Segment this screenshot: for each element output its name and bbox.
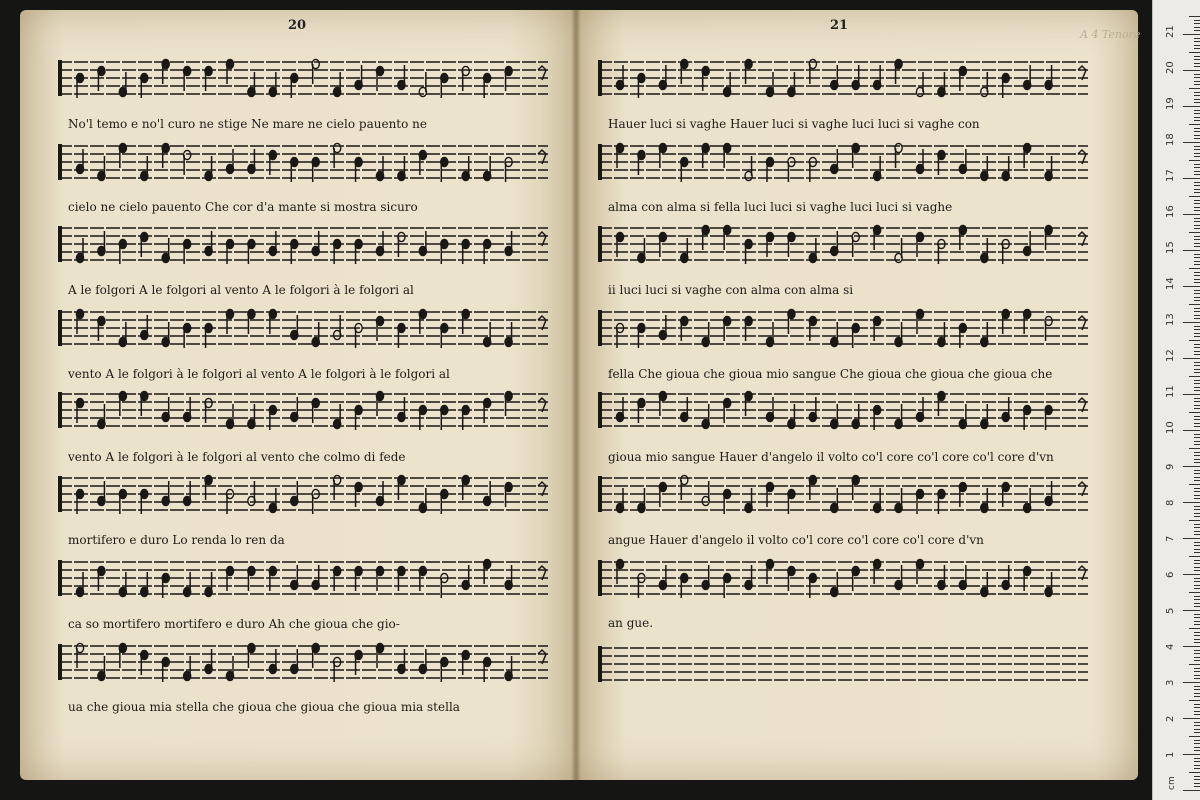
- music-staff: [58, 472, 548, 516]
- ruler-label: 5: [1165, 607, 1176, 614]
- ruler-tick: [1194, 200, 1200, 201]
- ruler-tick: [1194, 657, 1200, 658]
- ruler-tick: [1194, 221, 1200, 222]
- ruler-tick: [1194, 671, 1200, 672]
- ruler-tick: [1189, 52, 1200, 53]
- ruler-tick: [1194, 473, 1200, 474]
- ruler-tick: [1194, 110, 1200, 111]
- ruler-tick: [1194, 218, 1200, 219]
- music-staff: [598, 472, 1088, 516]
- ruler-tick: [1194, 189, 1200, 190]
- ruler-tick: [1194, 768, 1200, 769]
- lyric-line: Hauer luci si vaghe Hauer luci si vaghe luci luci si vaghe con: [608, 117, 980, 131]
- ruler-tick: [1194, 563, 1200, 564]
- ruler-tick: [1189, 772, 1200, 773]
- ruler-tick: [1194, 506, 1200, 507]
- ruler-tick: [1194, 524, 1200, 525]
- ruler-tick: [1194, 297, 1200, 298]
- ruler-tick: [1194, 275, 1200, 276]
- ruler-tick: [1194, 693, 1200, 694]
- ruler-tick: [1194, 30, 1200, 31]
- ruler-tick: [1194, 498, 1200, 499]
- ruler-tick: [1194, 567, 1200, 568]
- ruler-tick: [1194, 516, 1200, 517]
- ruler-tick: [1194, 765, 1200, 766]
- ruler-tick: [1194, 315, 1200, 316]
- ruler-tick: [1183, 106, 1200, 107]
- ruler-tick: [1194, 138, 1200, 139]
- ruler-tick: [1194, 761, 1200, 762]
- ruler-tick: [1183, 70, 1200, 71]
- ruler-tick: [1194, 678, 1200, 679]
- ruler-tick: [1194, 743, 1200, 744]
- ruler-tick: [1189, 304, 1200, 305]
- ruler-tick: [1194, 254, 1200, 255]
- ruler-label: 9: [1165, 463, 1176, 470]
- ruler-tick: [1194, 549, 1200, 550]
- ruler-tick: [1189, 484, 1200, 485]
- ruler-tick: [1194, 459, 1200, 460]
- ruler-tick: [1194, 455, 1200, 456]
- ruler-tick: [1194, 38, 1200, 39]
- ruler-tick: [1183, 250, 1200, 251]
- ruler-tick: [1194, 336, 1200, 337]
- ruler-tick: [1194, 491, 1200, 492]
- ruler-label: 13: [1165, 313, 1176, 326]
- ruler-tick: [1194, 452, 1200, 453]
- ruler-label: 1: [1165, 751, 1176, 758]
- measuring-ruler: [1152, 0, 1200, 800]
- ruler-tick: [1194, 740, 1200, 741]
- ruler-tick: [1194, 390, 1200, 391]
- page-number-right: 21: [830, 18, 849, 33]
- ruler-tick: [1194, 279, 1200, 280]
- ruler-tick: [1183, 574, 1200, 575]
- music-staff: [598, 140, 1088, 184]
- ruler-label: 4: [1165, 643, 1176, 650]
- ruler-label: 15: [1165, 241, 1176, 254]
- ruler-tick: [1194, 635, 1200, 636]
- ruler-tick: [1189, 268, 1200, 269]
- ruler-tick: [1194, 354, 1200, 355]
- ruler-tick: [1194, 552, 1200, 553]
- ruler-tick: [1194, 102, 1200, 103]
- ruler-tick: [1183, 394, 1200, 395]
- ruler-tick: [1194, 581, 1200, 582]
- ruler-tick: [1194, 542, 1200, 543]
- ruler-tick: [1183, 790, 1200, 791]
- open-book: [20, 10, 1150, 780]
- ruler-tick: [1194, 365, 1200, 366]
- ruler-tick: [1189, 736, 1200, 737]
- ruler-tick: [1194, 617, 1200, 618]
- ruler-tick: [1183, 502, 1200, 503]
- music-staff: [598, 56, 1088, 100]
- ruler-tick: [1194, 77, 1200, 78]
- ruler-tick: [1194, 207, 1200, 208]
- ruler-tick: [1194, 81, 1200, 82]
- music-staff: [58, 56, 548, 100]
- ruler-tick: [1194, 509, 1200, 510]
- ruler-tick: [1194, 117, 1200, 118]
- ruler-tick: [1194, 758, 1200, 759]
- ruler-tick: [1194, 621, 1200, 622]
- ruler-tick: [1194, 639, 1200, 640]
- ruler-tick: [1194, 174, 1200, 175]
- ruler-tick: [1183, 286, 1200, 287]
- ruler-label: 18: [1165, 133, 1176, 146]
- ruler-tick: [1194, 74, 1200, 75]
- ruler-label: 12: [1165, 349, 1176, 362]
- ruler-tick: [1194, 606, 1200, 607]
- music-staff: [58, 388, 548, 432]
- ruler-tick: [1194, 776, 1200, 777]
- ruler-tick: [1189, 412, 1200, 413]
- lyric-line: A le folgori A le folgori al vento A le folgori à le folgori al: [68, 283, 414, 297]
- ruler-label: 10: [1165, 421, 1176, 434]
- ruler-tick: [1194, 495, 1200, 496]
- ruler-tick: [1183, 34, 1200, 35]
- right-page: [576, 10, 1141, 780]
- ruler-tick: [1194, 729, 1200, 730]
- ruler-tick: [1194, 23, 1200, 24]
- ruler-tick: [1183, 430, 1200, 431]
- ruler-tick: [1194, 333, 1200, 334]
- ruler-tick: [1194, 599, 1200, 600]
- ruler-label: 7: [1165, 535, 1176, 542]
- ruler-label: 14: [1165, 277, 1176, 290]
- ruler-label: 8: [1165, 499, 1176, 506]
- ruler-tick: [1194, 747, 1200, 748]
- page-number-left: 20: [288, 18, 307, 33]
- ruler-tick: [1183, 718, 1200, 719]
- ruler-tick: [1189, 232, 1200, 233]
- ruler-tick: [1194, 45, 1200, 46]
- music-staff: [598, 388, 1088, 432]
- ruler-tick: [1183, 754, 1200, 755]
- ruler-label: 21: [1165, 25, 1176, 38]
- ruler-label: 11: [1165, 385, 1176, 398]
- ruler-tick: [1194, 20, 1200, 21]
- ruler-tick: [1194, 383, 1200, 384]
- ruler-tick: [1194, 192, 1200, 193]
- music-staff: [58, 306, 548, 350]
- left-page: [20, 10, 576, 780]
- ruler-tick: [1189, 124, 1200, 125]
- ruler-tick: [1194, 293, 1200, 294]
- ruler-tick: [1194, 704, 1200, 705]
- ruler-tick: [1194, 614, 1200, 615]
- ruler-tick: [1194, 650, 1200, 651]
- ruler-tick: [1194, 434, 1200, 435]
- ruler-tick: [1194, 470, 1200, 471]
- ruler-tick: [1194, 228, 1200, 229]
- music-staff: [58, 222, 548, 266]
- music-staff: [598, 222, 1088, 266]
- ruler-label: 3: [1165, 679, 1176, 686]
- lyric-line: gioua mio sangue Hauer d'angelo il volto co'l core co'l core co'l core d'vn: [608, 450, 1054, 464]
- ruler-tick: [1194, 570, 1200, 571]
- ruler-tick: [1194, 423, 1200, 424]
- ruler-tick: [1194, 27, 1200, 28]
- ruler-tick: [1194, 63, 1200, 64]
- ruler-tick: [1194, 444, 1200, 445]
- ruler-tick: [1183, 142, 1200, 143]
- ruler-tick: [1194, 689, 1200, 690]
- ruler-tick: [1194, 149, 1200, 150]
- ruler-tick: [1194, 531, 1200, 532]
- ruler-tick: [1194, 585, 1200, 586]
- ruler-tick: [1194, 596, 1200, 597]
- ruler-tick: [1194, 344, 1200, 345]
- ruler-tick: [1194, 783, 1200, 784]
- ruler-tick: [1194, 135, 1200, 136]
- ruler-tick: [1194, 711, 1200, 712]
- music-staff: [598, 556, 1088, 600]
- ruler-tick: [1194, 95, 1200, 96]
- ruler-tick: [1194, 48, 1200, 49]
- ruler-tick: [1194, 632, 1200, 633]
- music-staff: [58, 140, 548, 184]
- ruler-tick: [1194, 362, 1200, 363]
- blank-music-staff: [598, 642, 1088, 686]
- lyric-line: ii luci luci si vaghe con alma con alma si: [608, 283, 854, 297]
- ruler-tick: [1194, 128, 1200, 129]
- ruler-tick: [1194, 714, 1200, 715]
- ruler-label: 6: [1165, 571, 1176, 578]
- ruler-tick: [1183, 214, 1200, 215]
- lyric-line: vento A le folgori à le folgori al vento A le folgori à le folgori al: [68, 367, 450, 381]
- ruler-tick: [1194, 380, 1200, 381]
- ruler-tick: [1194, 398, 1200, 399]
- ruler-tick: [1194, 462, 1200, 463]
- ruler-tick: [1189, 376, 1200, 377]
- ruler-tick: [1194, 225, 1200, 226]
- ruler-tick: [1194, 300, 1200, 301]
- ruler-tick: [1194, 786, 1200, 787]
- ruler-tick: [1194, 246, 1200, 247]
- ruler-tick: [1194, 488, 1200, 489]
- ruler-tick: [1194, 534, 1200, 535]
- ruler-tick: [1194, 84, 1200, 85]
- book-gutter: [571, 10, 581, 780]
- ruler-tick: [1194, 419, 1200, 420]
- ruler-tick: [1189, 88, 1200, 89]
- lyric-line: an gue.: [608, 616, 654, 630]
- lyric-line: angue Hauer d'angelo il volto co'l core co'l core co'l core d'vn: [608, 533, 984, 547]
- ruler-tick: [1194, 668, 1200, 669]
- ruler-tick: [1189, 340, 1200, 341]
- ruler-tick: [1194, 401, 1200, 402]
- ruler-tick: [1194, 56, 1200, 57]
- ruler-tick: [1194, 257, 1200, 258]
- ruler-tick: [1194, 66, 1200, 67]
- lyric-line: ca so mortifero mortifero e duro Ah che gioua che gio-: [68, 617, 400, 631]
- ruler-tick: [1194, 408, 1200, 409]
- ruler-tick: [1183, 610, 1200, 611]
- ruler-tick: [1194, 239, 1200, 240]
- ruler-tick: [1194, 527, 1200, 528]
- ruler-tick: [1189, 628, 1200, 629]
- ruler-tick: [1194, 167, 1200, 168]
- ruler-tick: [1194, 416, 1200, 417]
- lyric-line: alma con alma si fella luci luci si vaghe luci luci si vaghe: [608, 200, 953, 214]
- ruler-tick: [1194, 131, 1200, 132]
- ruler-tick: [1194, 318, 1200, 319]
- ruler-tick: [1183, 178, 1200, 179]
- ruler-tick: [1194, 675, 1200, 676]
- ruler-tick: [1189, 196, 1200, 197]
- lyric-line: ua che gioua mia stella che gioua che gioua che gioua mia stella: [68, 700, 460, 714]
- ruler-tick: [1194, 347, 1200, 348]
- ruler-tick: [1183, 358, 1200, 359]
- music-staff: [598, 306, 1088, 350]
- ruler-tick: [1194, 203, 1200, 204]
- running-header: A 4 Tenore: [1080, 28, 1141, 41]
- ruler-tick: [1194, 146, 1200, 147]
- ruler-tick: [1189, 700, 1200, 701]
- ruler-tick: [1194, 351, 1200, 352]
- ruler-label: 20: [1165, 61, 1176, 74]
- ruler-tick: [1183, 646, 1200, 647]
- ruler-tick: [1194, 696, 1200, 697]
- ruler-tick: [1194, 477, 1200, 478]
- ruler-label: 17: [1165, 169, 1176, 182]
- ruler-label: 2: [1165, 715, 1176, 722]
- ruler-tick: [1189, 520, 1200, 521]
- ruler-tick: [1194, 437, 1200, 438]
- ruler-tick: [1194, 236, 1200, 237]
- ruler-tick: [1194, 329, 1200, 330]
- ruler-tick: [1194, 311, 1200, 312]
- ruler-unit: cm: [1167, 776, 1177, 790]
- ruler-tick: [1194, 182, 1200, 183]
- ruler-tick: [1194, 732, 1200, 733]
- lyric-line: vento A le folgori à le folgori al vento che colmo di fede: [68, 450, 406, 464]
- ruler-tick: [1194, 588, 1200, 589]
- ruler-tick: [1194, 290, 1200, 291]
- ruler-tick: [1194, 722, 1200, 723]
- ruler-tick: [1194, 426, 1200, 427]
- ruler-tick: [1194, 243, 1200, 244]
- ruler-tick: [1194, 750, 1200, 751]
- ruler-tick: [1194, 120, 1200, 121]
- ruler-tick: [1194, 642, 1200, 643]
- ruler-tick: [1194, 210, 1200, 211]
- lyric-line: fella Che gioua che gioua mio sangue Che gioua che gioua che gioua che: [608, 367, 1053, 381]
- ruler-tick: [1183, 538, 1200, 539]
- ruler-tick: [1194, 372, 1200, 373]
- ruler-tick: [1194, 164, 1200, 165]
- ruler-tick: [1189, 664, 1200, 665]
- ruler-tick: [1194, 441, 1200, 442]
- ruler-tick: [1194, 369, 1200, 370]
- ruler-tick: [1194, 272, 1200, 273]
- ruler-tick: [1194, 560, 1200, 561]
- ruler-tick: [1194, 405, 1200, 406]
- ruler-tick: [1194, 513, 1200, 514]
- ruler-tick: [1194, 153, 1200, 154]
- ruler-tick: [1194, 660, 1200, 661]
- ruler-tick: [1189, 592, 1200, 593]
- ruler-tick: [1194, 624, 1200, 625]
- ruler-tick: [1194, 92, 1200, 93]
- ruler-tick: [1189, 556, 1200, 557]
- ruler-tick: [1194, 59, 1200, 60]
- ruler-tick: [1194, 578, 1200, 579]
- ruler-tick: [1183, 466, 1200, 467]
- music-staff: [58, 640, 548, 684]
- ruler-tick: [1194, 308, 1200, 309]
- lyric-line: cielo ne cielo pauento Che cor d'a mante si mostra sicuro: [68, 200, 418, 214]
- ruler-tick: [1194, 480, 1200, 481]
- ruler-tick: [1189, 16, 1200, 17]
- ruler-tick: [1194, 686, 1200, 687]
- ruler-tick: [1194, 603, 1200, 604]
- ruler-tick: [1183, 322, 1200, 323]
- ruler-tick: [1194, 725, 1200, 726]
- ruler-tick: [1194, 113, 1200, 114]
- ruler-tick: [1194, 779, 1200, 780]
- ruler-tick: [1194, 653, 1200, 654]
- ruler-tick: [1194, 261, 1200, 262]
- lyric-line: No'l temo e no'l curo ne stige Ne mare ne cielo pauento ne: [68, 117, 427, 131]
- ruler-tick: [1194, 156, 1200, 157]
- lyric-line: mortifero e duro Lo renda lo ren da: [68, 533, 285, 547]
- ruler-tick: [1194, 707, 1200, 708]
- ruler-tick: [1194, 41, 1200, 42]
- ruler-tick: [1194, 326, 1200, 327]
- ruler-tick: [1194, 185, 1200, 186]
- ruler-label: 19: [1165, 97, 1176, 110]
- ruler-label: 16: [1165, 205, 1176, 218]
- ruler-tick: [1194, 387, 1200, 388]
- ruler-tick: [1194, 282, 1200, 283]
- ruler-tick: [1194, 99, 1200, 100]
- ruler-tick: [1194, 264, 1200, 265]
- music-staff: [58, 556, 548, 600]
- ruler-tick: [1194, 545, 1200, 546]
- ruler-tick: [1194, 171, 1200, 172]
- ruler-tick: [1189, 160, 1200, 161]
- ruler-tick: [1189, 448, 1200, 449]
- ruler-tick: [1183, 682, 1200, 683]
